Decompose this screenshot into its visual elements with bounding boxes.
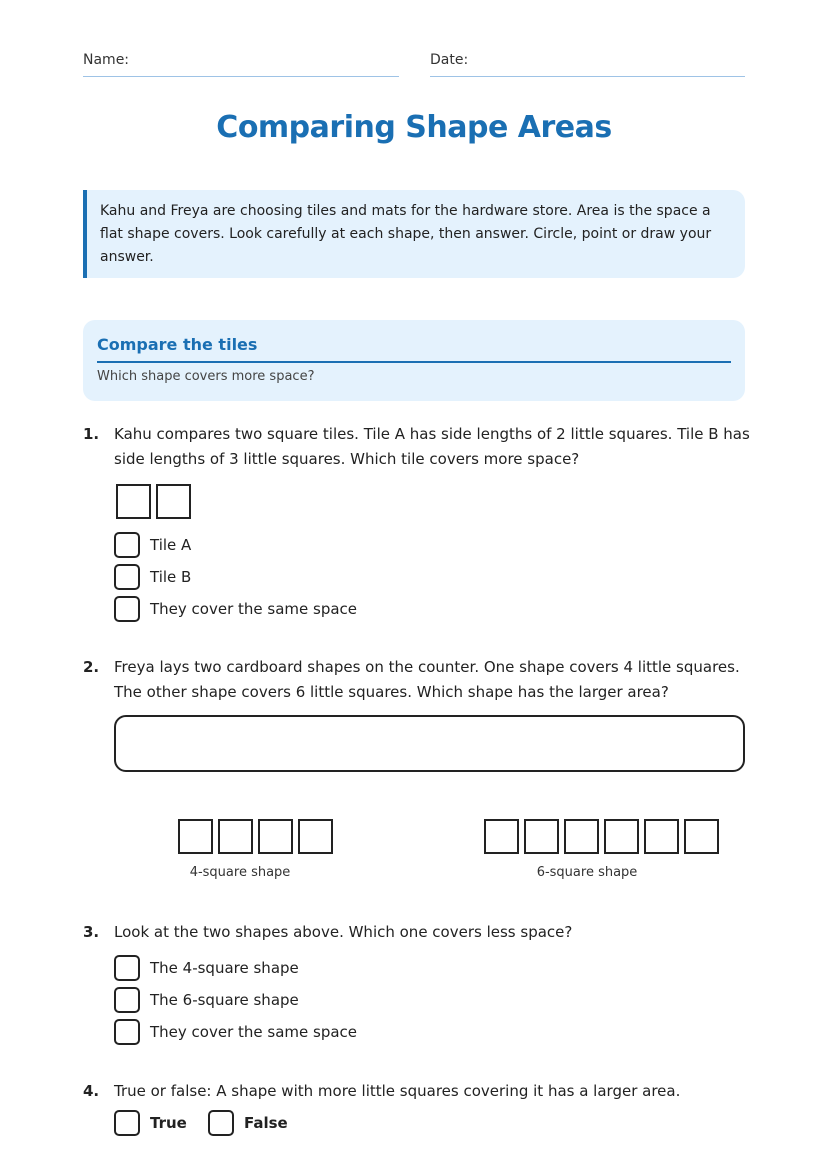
question-text: Freya lays two cardboard shapes on the counter. One shape covers 4 little squares. The other shape covers 6 little squares. Which shape has the larger area? bbox=[114, 658, 740, 701]
shape-square bbox=[258, 819, 293, 854]
option-label: Tile B bbox=[150, 568, 192, 586]
option-same[interactable] bbox=[114, 1019, 357, 1045]
date-field[interactable] bbox=[430, 50, 745, 77]
section-subtitle: Which shape covers more space? bbox=[97, 369, 315, 384]
option-false[interactable] bbox=[208, 1110, 288, 1136]
option-label: The 6-square shape bbox=[150, 991, 299, 1009]
checkbox[interactable] bbox=[114, 532, 140, 558]
shape-square bbox=[178, 819, 213, 854]
tile-square bbox=[116, 484, 151, 519]
option-label: They cover the same space bbox=[150, 1023, 358, 1041]
option-label: They cover the same space bbox=[150, 600, 358, 618]
shape-square bbox=[564, 819, 599, 854]
checkbox[interactable] bbox=[208, 1110, 234, 1136]
name-field[interactable] bbox=[83, 50, 399, 77]
shape-square bbox=[218, 819, 253, 854]
question-text: Kahu compares two square tiles. Tile A has side lengths of 2 little squares. Tile B has side lengths of 3 little squares. Which tile covers more space? bbox=[114, 425, 750, 468]
answer-box[interactable] bbox=[114, 715, 745, 772]
question-text: Look at the two shapes above. Which one covers less space? bbox=[114, 923, 573, 941]
shape-square bbox=[524, 819, 559, 854]
page-title: Comparing Shape Areas bbox=[216, 110, 612, 145]
question-number: 1. bbox=[83, 425, 100, 443]
shape-square bbox=[644, 819, 679, 854]
checkbox[interactable] bbox=[114, 1019, 140, 1045]
option-tile-b[interactable] bbox=[114, 564, 191, 590]
option-label: The 4-square shape bbox=[150, 959, 299, 977]
question-number: 3. bbox=[83, 923, 100, 941]
shape-square bbox=[604, 819, 639, 854]
question-text: True or false: A shape with more little squares covering it has a larger area. bbox=[114, 1082, 681, 1100]
shape-caption: 6-square shape bbox=[536, 865, 638, 880]
option-label: Tile A bbox=[150, 536, 192, 554]
shape-square bbox=[684, 819, 719, 854]
name-date-row bbox=[83, 50, 745, 77]
date-label: Date: bbox=[430, 52, 469, 68]
option-6-square[interactable] bbox=[114, 987, 299, 1013]
shape-square bbox=[484, 819, 519, 854]
question-number: 2. bbox=[83, 658, 100, 676]
question-number: 4. bbox=[83, 1082, 100, 1100]
option-4-square[interactable] bbox=[114, 955, 299, 981]
section-header bbox=[83, 320, 745, 401]
option-true[interactable] bbox=[114, 1110, 187, 1136]
checkbox[interactable] bbox=[114, 596, 140, 622]
tile-square bbox=[156, 484, 191, 519]
checkbox[interactable] bbox=[114, 955, 140, 981]
shape-caption: 4-square shape bbox=[189, 865, 291, 880]
name-label: Name: bbox=[83, 52, 130, 68]
checkbox[interactable] bbox=[114, 564, 140, 590]
checkbox[interactable] bbox=[114, 1110, 140, 1136]
section-title: Compare the tiles bbox=[97, 332, 731, 363]
intro-box: Kahu and Freya are choosing tiles and mats for the hardware store. Area is the space a flat shape covers. Look carefully at each shape, then answer. Circle, point or draw your answer. bbox=[83, 190, 745, 278]
shape-square bbox=[298, 819, 333, 854]
checkbox[interactable] bbox=[114, 987, 140, 1013]
option-tile-a[interactable] bbox=[114, 532, 191, 558]
option-label: False bbox=[244, 1114, 288, 1132]
option-label: True bbox=[150, 1114, 187, 1132]
option-same[interactable] bbox=[114, 596, 357, 622]
